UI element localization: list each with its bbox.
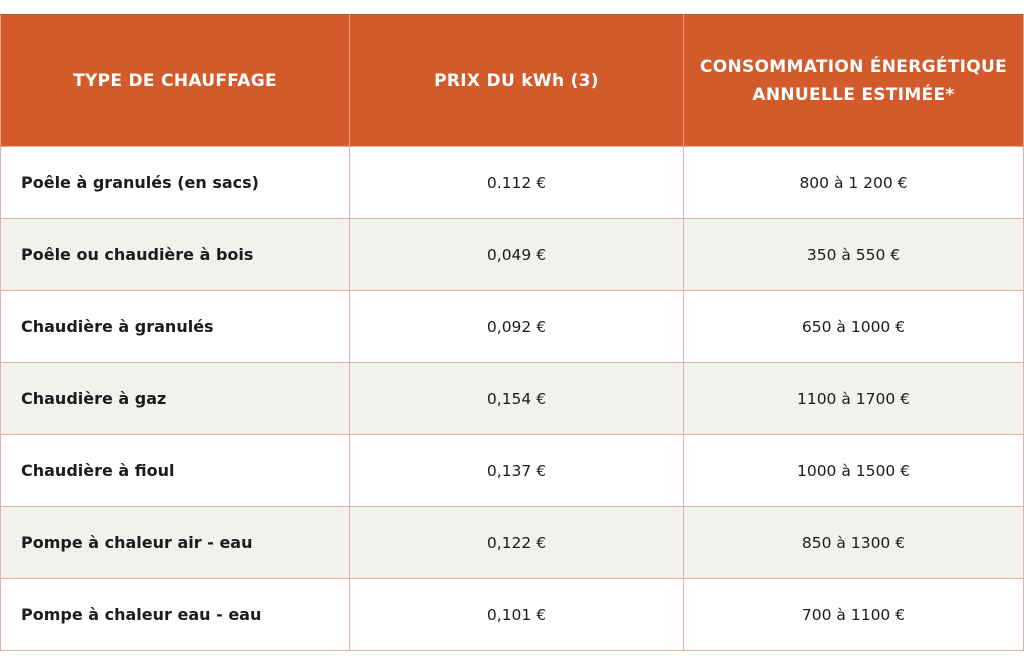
kwh-price-cell: 0,049 € (350, 219, 684, 291)
table-row (1, 363, 1024, 435)
heating-type-cell: Pompe à chaleur eau - eau (1, 579, 350, 651)
table-row (1, 291, 1024, 363)
heating-cost-table (0, 14, 1024, 651)
heating-type-cell: Poêle ou chaudière à bois (1, 219, 350, 291)
kwh-price-cell: 0,101 € (350, 579, 684, 651)
header-heating-type: TYPE DE CHAUFFAGE (1, 15, 350, 147)
annual-cost-cell: 650 à 1000 € (684, 291, 1024, 363)
heating-type-cell: Chaudière à gaz (1, 363, 350, 435)
table-row (1, 219, 1024, 291)
table-row (1, 435, 1024, 507)
heating-type-cell: Chaudière à fioul (1, 435, 350, 507)
kwh-price-cell: 0,122 € (350, 507, 684, 579)
kwh-price-cell: 0,137 € (350, 435, 684, 507)
header-annual-consumption: CONSOMMATION ÉNERGÉTIQUE ANNUELLE ESTIMÉE* (684, 15, 1024, 147)
table-row (1, 147, 1024, 219)
table-header (1, 15, 1024, 147)
heating-type-cell: Pompe à chaleur air - eau (1, 507, 350, 579)
table-row (1, 579, 1024, 651)
kwh-price-cell: 0.112 € (350, 147, 684, 219)
heating-type-cell: Chaudière à granulés (1, 291, 350, 363)
annual-cost-cell: 1100 à 1700 € (684, 363, 1024, 435)
annual-cost-cell: 700 à 1100 € (684, 579, 1024, 651)
annual-cost-cell: 350 à 550 € (684, 219, 1024, 291)
header-kwh-price: PRIX DU kWh (3) (350, 15, 684, 147)
annual-cost-cell: 850 à 1300 € (684, 507, 1024, 579)
heating-type-cell: Poêle à granulés (en sacs) (1, 147, 350, 219)
annual-cost-cell: 800 à 1 200 € (684, 147, 1024, 219)
table-row (1, 507, 1024, 579)
kwh-price-cell: 0,154 € (350, 363, 684, 435)
annual-cost-cell: 1000 à 1500 € (684, 435, 1024, 507)
header-row (1, 15, 1024, 147)
table-body (1, 147, 1024, 651)
heating-cost-table-container (0, 14, 1023, 651)
kwh-price-cell: 0,092 € (350, 291, 684, 363)
